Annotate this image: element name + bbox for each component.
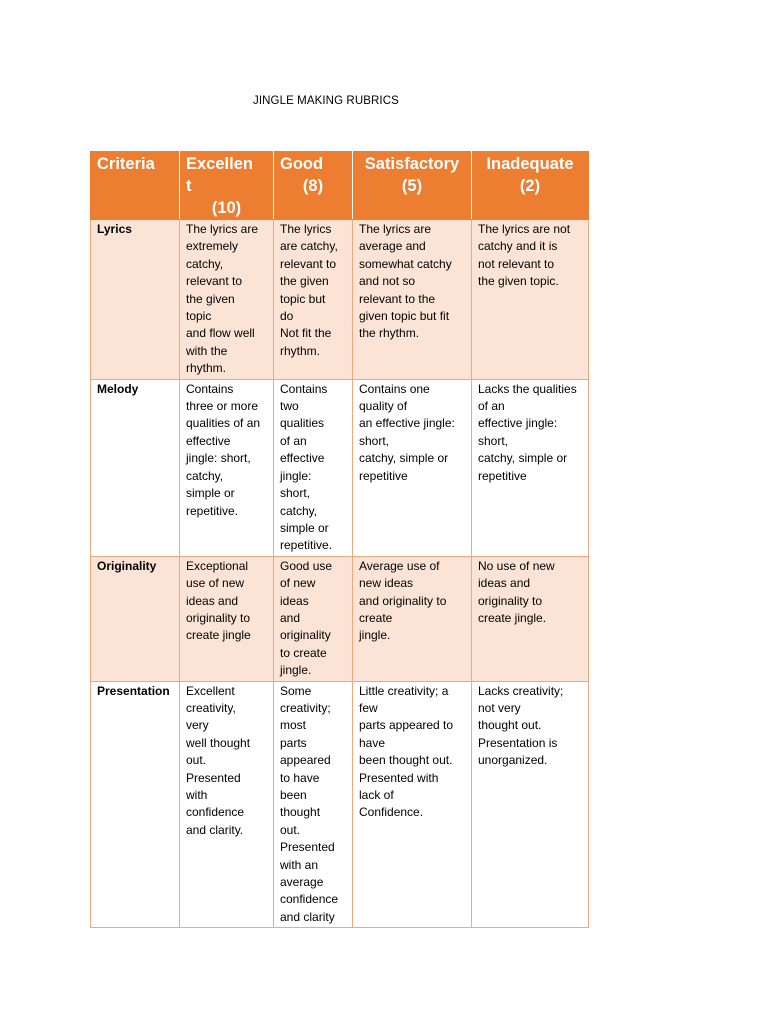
satisfactory-cell: The lyrics are average and somewhat catchy and not so relevant to the given topic but fit the rhythm. (353, 220, 472, 380)
table-row-presentation (91, 681, 589, 928)
inadequate-cell: No use of new ideas and originality to create jingle. (472, 556, 589, 681)
table-row-originality (91, 556, 589, 681)
good-cell: Contains two qualities of an effective jingle: short, catchy, simple or repetitive. (274, 379, 353, 556)
table-row-lyrics (91, 220, 589, 380)
criterion-cell: Presentation (91, 681, 180, 928)
header-row (91, 152, 589, 220)
table-row-melody (91, 379, 589, 556)
inadequate-cell: Lacks the qualities of an effective jingle: short, catchy, simple or repetitive (472, 379, 589, 556)
header-good (274, 152, 353, 220)
header-criteria (91, 152, 180, 220)
good-cell: The lyrics are catchy, relevant to the given topic but do Not fit the rhythm. (274, 220, 353, 380)
header-good-points: (8) (302, 177, 324, 195)
excellent-cell: Contains three or more qualities of an effective jingle: short, catchy, simple or repetitive. (180, 379, 274, 556)
inadequate-cell: Lacks creativity; not very thought out. Presentation is unorganized. (472, 681, 589, 928)
excellent-cell: Exceptional use of new ideas and originality to create jingle (180, 556, 274, 681)
header-excellent-label: Excellen t (186, 155, 253, 195)
header-satisfactory (353, 152, 472, 220)
good-cell: Good use of new ideas and originality to create jingle. (274, 556, 353, 681)
rubric-table (90, 151, 589, 928)
good-cell: Some creativity; most parts appeared to have been thought out. Presented with an average confidence and clarity (274, 681, 353, 928)
header-excellent-points: (10) (211, 199, 242, 217)
header-satisfactory-points: (5) (401, 177, 423, 195)
inadequate-cell: The lyrics are not catchy and it is not relevant to the given topic. (472, 220, 589, 380)
header-inadequate-label: Inadequate (486, 155, 574, 173)
header-good-label: Good (280, 155, 324, 173)
header-satisfactory-label: Satisfactory (364, 155, 460, 173)
header-inadequate (472, 152, 589, 220)
header-criteria-label: Criteria (97, 155, 155, 173)
header-inadequate-points: (2) (519, 177, 541, 195)
criterion-cell: Melody (91, 379, 180, 556)
satisfactory-cell: Average use of new ideas and originality to create jingle. (353, 556, 472, 681)
satisfactory-cell: Little creativity; a few parts appeared to have been thought out. Presented with lack of Confidence. (353, 681, 472, 928)
excellent-cell: The lyrics are extremely catchy, relevant to the given topic and flow well with the rhythm. (180, 220, 274, 380)
excellent-cell: Excellent creativity, very well thought out. Presented with confidence and clarity. (180, 681, 274, 928)
header-excellent (180, 152, 274, 220)
criterion-cell: Originality (91, 556, 180, 681)
satisfactory-cell: Contains one quality of an effective jingle: short, catchy, simple or repetitive (353, 379, 472, 556)
document-title: JINGLE MAKING RUBRICS (253, 95, 399, 107)
criterion-cell: Lyrics (91, 220, 180, 380)
